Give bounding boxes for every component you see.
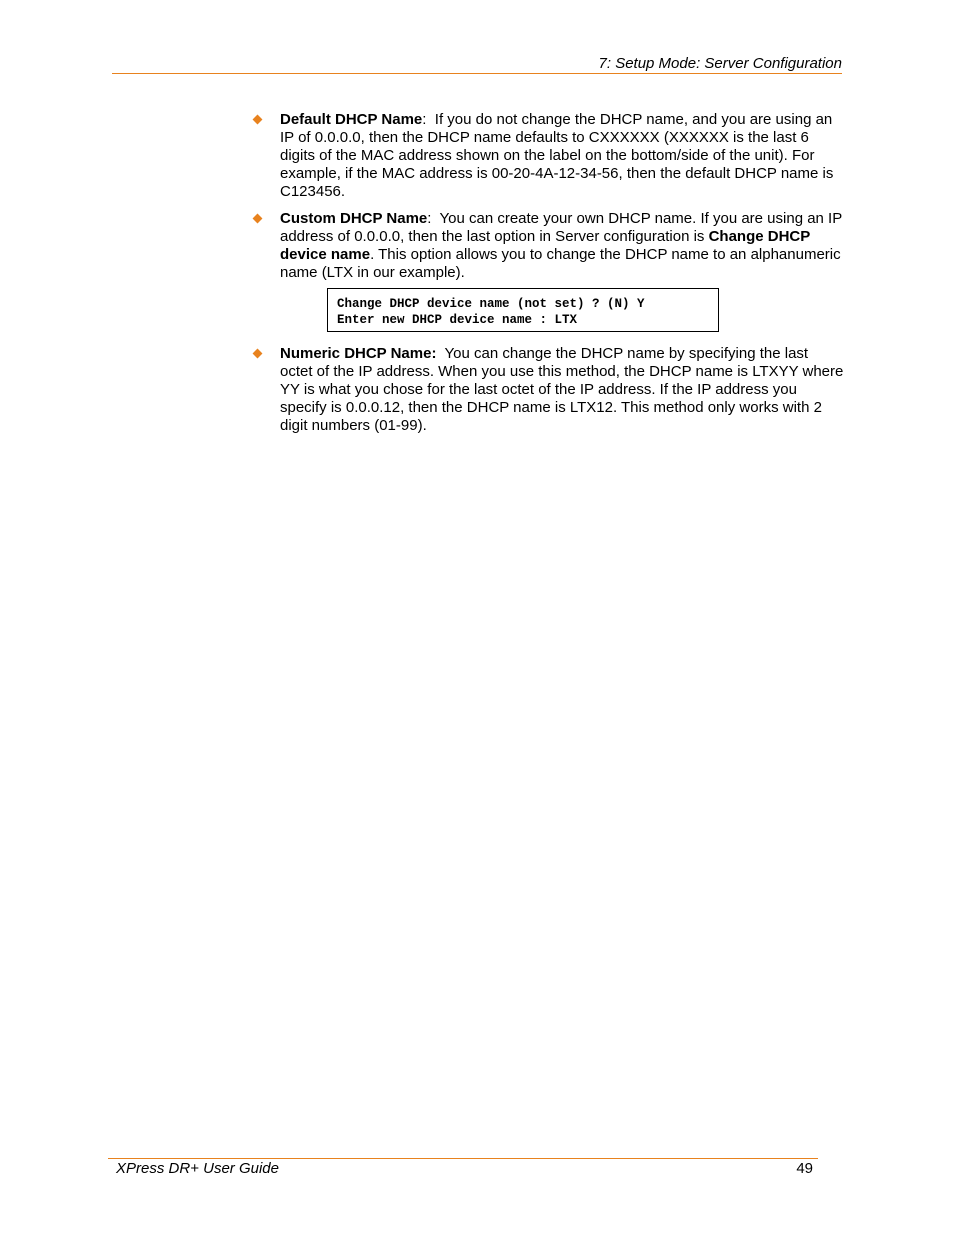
footer-title: XPress DR+ User Guide bbox=[116, 1160, 279, 1177]
diamond-bullet-icon bbox=[253, 214, 263, 224]
item-separator: : bbox=[427, 210, 432, 227]
item-text: If you do not change the DHCP name, and you are using an IP of 0.0.0.0, then the DHCP name defaults to CXXXXXX (XXXXXX is the last 6 digits of the MAC address shown on the label on the bottom/side of the unit). For example, if the MAC address is 00-20-4A-12-34-56, then the default DHCP name is C123456. bbox=[280, 111, 838, 200]
code-line-2: Enter new DHCP device name : LTX bbox=[337, 313, 578, 327]
item-paragraph bbox=[280, 345, 848, 435]
diamond-bullet-icon bbox=[253, 115, 263, 125]
header-divider bbox=[112, 73, 842, 74]
item-paragraph bbox=[280, 210, 847, 282]
code-line-1: Change DHCP device name (not set) ? (N) Y bbox=[337, 297, 645, 311]
item-text-after: . This option allows you to change the DHCP name to an alphanumeric name (LTX in our example). bbox=[280, 246, 841, 281]
item-label: Default DHCP Name bbox=[280, 111, 423, 128]
page-content bbox=[252, 111, 848, 444]
item-paragraph bbox=[280, 111, 844, 201]
diamond-bullet-icon bbox=[253, 349, 263, 359]
item-text: You can change the DHCP name by specifying the last octet of the IP address. When you use this method, the DHCP name is LTXYY where YY is what you chose for the last octet of the IP address. If the IP address you specify is 0.0.0.12, then the DHCP name is LTX12. This method only works with 2 digit numbers (01-99). bbox=[280, 345, 848, 434]
item-text-before: You can create your own DHCP name. If you are using an IP address of 0.0.0.0, then the last option in Server configuration is bbox=[280, 210, 847, 245]
list-item-numeric-dhcp-name bbox=[252, 345, 848, 435]
item-label: Numeric DHCP Name: bbox=[280, 345, 437, 362]
page-header-title: 7: Setup Mode: Server Configuration bbox=[598, 55, 842, 72]
list-item-default-dhcp-name bbox=[252, 111, 844, 201]
page-number: 49 bbox=[796, 1160, 813, 1177]
code-block bbox=[327, 288, 719, 332]
list-item-custom-dhcp-name bbox=[252, 210, 847, 332]
item-separator: : bbox=[422, 111, 427, 128]
item-label: Custom DHCP Name bbox=[280, 210, 428, 227]
footer-divider bbox=[108, 1158, 818, 1159]
item-emphasis: Change DHCP device name bbox=[280, 228, 810, 263]
